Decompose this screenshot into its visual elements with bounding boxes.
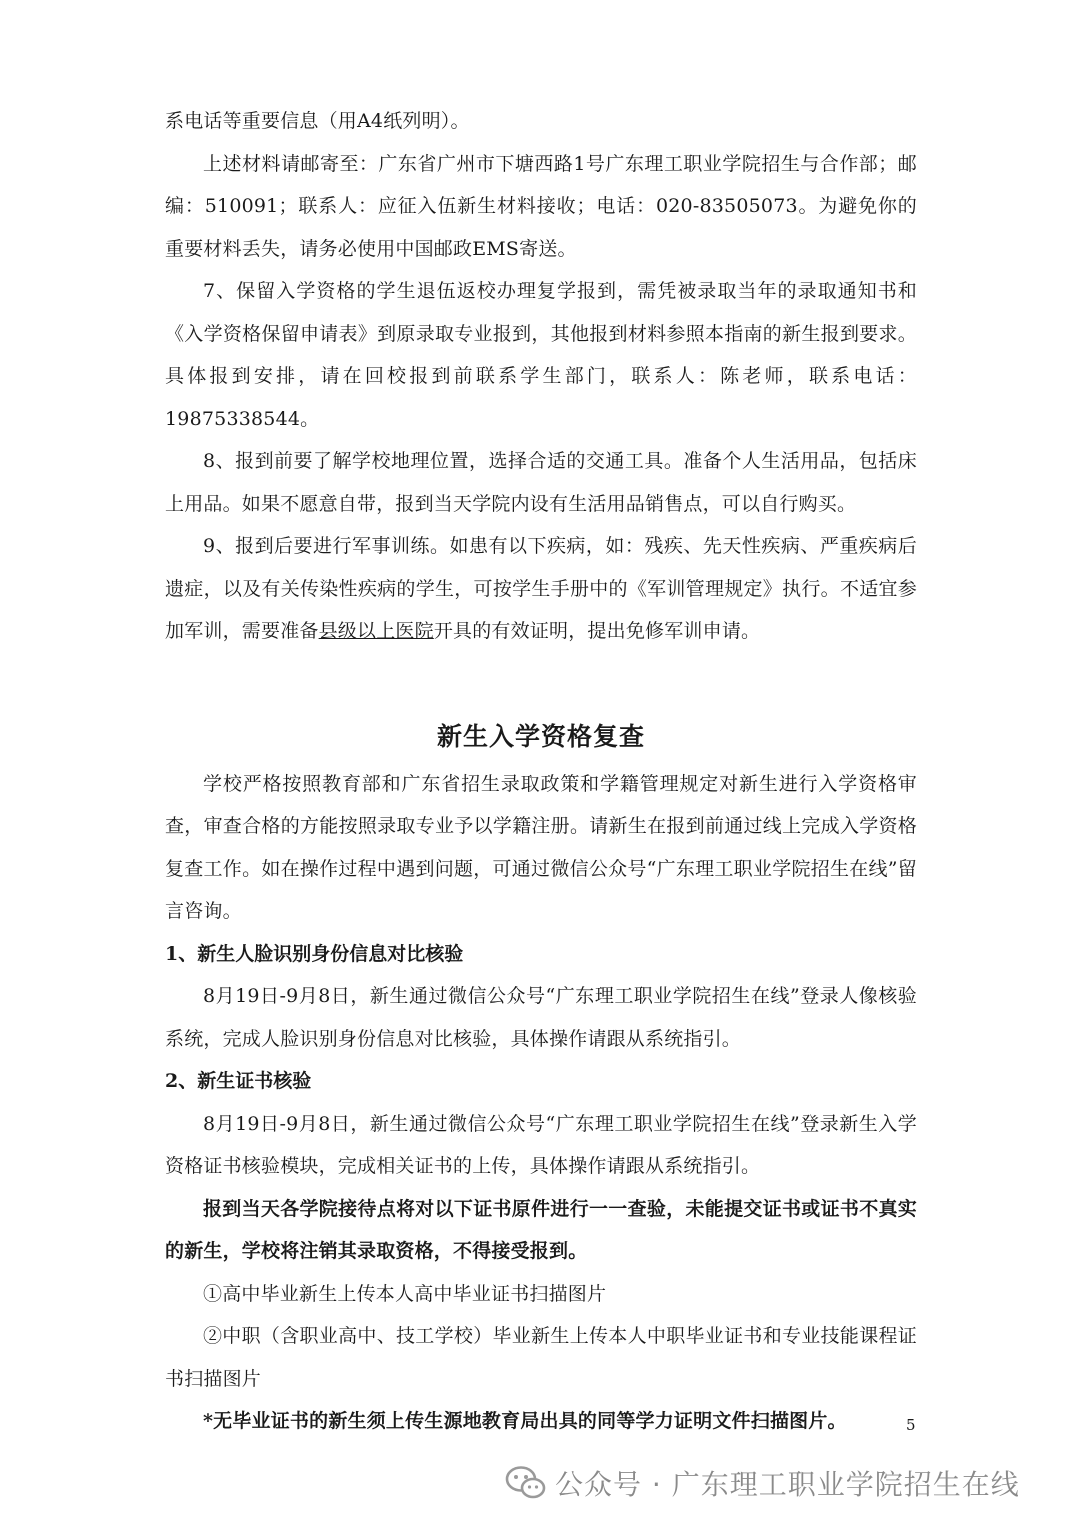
paragraph-item-8: 8、报到前要了解学校地理位置，选择合适的交通工具。准备个人生活用品，包括床上用品。如果不愿意自带，报到当天学院内设有生活用品销售点，可以自行购买。: [165, 450, 917, 515]
item-9-text-b: 开具的有效证明，提出免修军训申请。: [433, 620, 761, 642]
watermark-text: 公众号 · 广东理工职业学院招生在线: [555, 1468, 1020, 1501]
paragraph-item-9: [165, 525, 917, 653]
document-body: [165, 100, 917, 1443]
paragraph-review-intro: 学校严格按照教育部和广东省招生录取政策和学籍管理规定对新生进行入学资格审查，审查合格的方能按照录取专业予以学籍注册。请新生在报到前通过线上完成入学资格复查工作。如在操作过程中遇到问题，可通过微信公众号“广东理工职业学院招生在线”留言咨询。: [165, 772, 917, 922]
paragraph-mailing-address: 上述材料请邮寄至：广东省广州市下塘西路1号广东理工职业学院招生与合作部；邮编：510091；联系人：应征入伍新生材料接收；电话：020-83505073。为避免你的重要材料丢失，请务必使用中国邮政EMS寄送。: [165, 152, 917, 260]
paragraph-contact-info: 系电话等重要信息（用A4纸列明）。: [165, 110, 470, 132]
subheading-face-verification: 1、新生人脸识别身份信息对比核验: [165, 942, 464, 965]
paragraph-certificate-warning: 报到当天各学院接待点将对以下证书原件进行一一查验，未能提交证书或证书不真实的新生，学校将注销其录取资格，不得接受报到。: [165, 1197, 917, 1262]
list-item-high-school: ①高中毕业新生上传本人高中毕业证书扫描图片: [203, 1282, 607, 1305]
paragraph-item-7: 7、保留入学资格的学生退伍返校办理复学报到，需凭被录取当年的录取通知书和《入学资格保留申请表》到原录取专业报到，其他报到材料参照本指南的新生报到要求。具体报到安排，请在回校报到前联系学生部门，联系人：陈老师，联系电话：19875338544。: [165, 280, 917, 430]
subheading-certificate-verification: 2、新生证书核验: [165, 1070, 312, 1092]
watermark: [505, 1458, 1020, 1508]
item-9-text-a: 9、报到后要进行军事训练。如患有以下疾病，如：残疾、先天性疾病、严重疾病后遗症，以及有关传染性疾病的学生，可按学生手册中的《军训管理规定》执行。不适宜参加军训，需要准备: [165, 535, 917, 642]
wechat-icon: [505, 1465, 547, 1501]
section-heading: 新生入学资格复查: [436, 721, 645, 751]
paragraph-certificate-verification: 8月19日-9月8日，新生通过微信公众号“广东理工职业学院招生在线”登录新生入学资格证书核验模块，完成相关证书的上传，具体操作请跟从系统指引。: [165, 1112, 917, 1177]
page-number: 5: [906, 1416, 916, 1434]
list-item-vocational: ②中职（含职业高中、技工学校）毕业新生上传本人中职毕业证书和专业技能课程证书扫描图片: [165, 1325, 917, 1390]
paragraph-face-verification: 8月19日-9月8日，新生通过微信公众号“广东理工职业学院招生在线”登录人像核验系统，完成人脸识别身份信息对比核验，具体操作请跟从系统指引。: [165, 985, 917, 1050]
hospital-link[interactable]: 县级以上医院: [318, 620, 434, 642]
paragraph-equivalent-note: *无毕业证书的新生须上传生源地教育局出具的同等学力证明文件扫描图片。: [203, 1410, 847, 1432]
